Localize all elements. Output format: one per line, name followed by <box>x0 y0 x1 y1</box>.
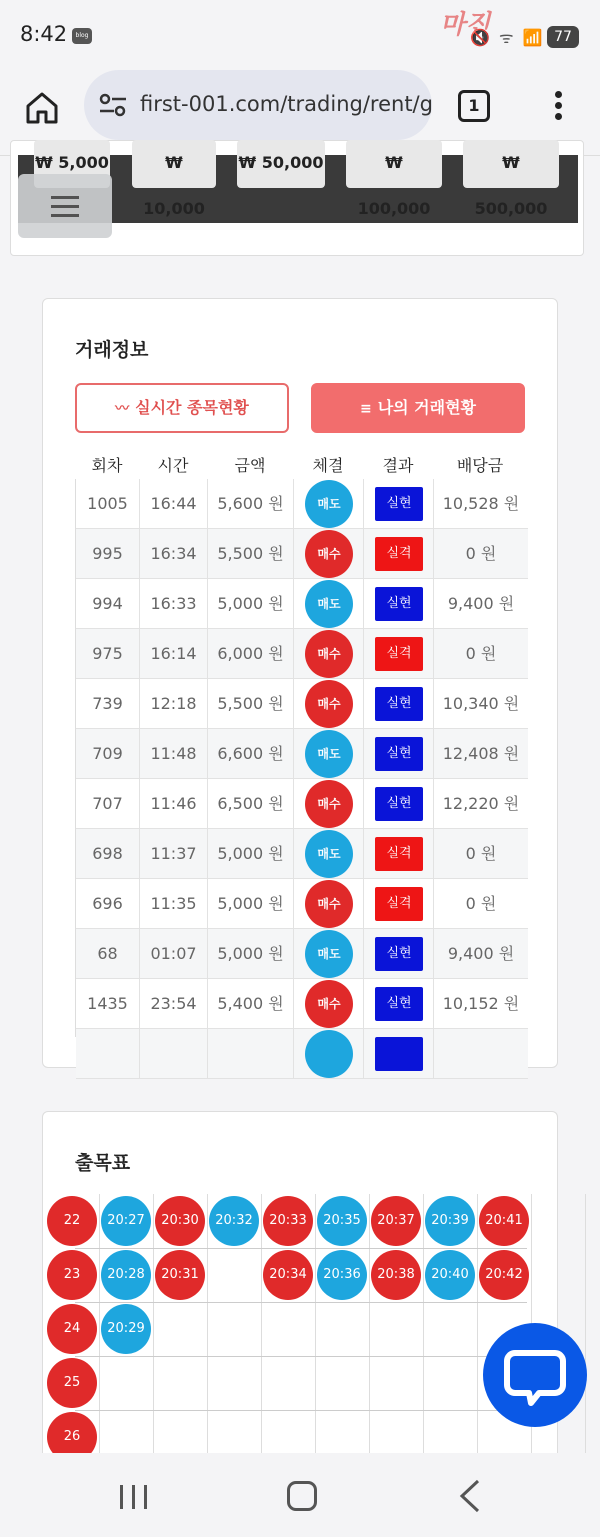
table-row <box>76 729 528 779</box>
grid-line <box>261 1194 262 1464</box>
cell-time: 16:44 <box>140 479 208 529</box>
battery-icon: 77 <box>547 26 579 48</box>
cell-payout: 10,340 원 <box>442 694 520 713</box>
grid-line <box>207 1194 208 1464</box>
more-menu-icon[interactable] <box>550 88 566 124</box>
cell-result <box>364 479 434 529</box>
tab-switcher-button[interactable]: 1 <box>458 90 490 122</box>
cell-payout: 0 원 <box>465 894 497 913</box>
sell-badge: 매도 <box>305 730 353 778</box>
header-round: 회차 <box>91 456 123 475</box>
result-win-badge: 실현 <box>375 787 423 821</box>
grid-line <box>75 1410 527 1411</box>
grid-line <box>75 1248 527 1249</box>
status-time: 8:42 <box>20 22 68 46</box>
cell-time: 12:18 <box>140 679 208 729</box>
table-row <box>76 779 528 829</box>
cell-time: 16:34 <box>140 529 208 579</box>
buy-badge: 매수 <box>305 780 353 828</box>
status-bar <box>0 0 600 70</box>
cell-amount: 6,500 원 <box>208 779 294 829</box>
cell-round: 994 <box>76 579 140 629</box>
result-ball-blue: 20:40 <box>425 1250 475 1300</box>
sell-badge <box>305 1030 353 1078</box>
tab-my-trades[interactable] <box>311 383 525 433</box>
header-result: 결과 <box>382 456 414 475</box>
table-row <box>76 629 528 679</box>
pulse-icon: 〰 <box>115 401 130 417</box>
result-lose-badge <box>375 1037 423 1071</box>
result-ball-blue: 20:29 <box>101 1304 151 1354</box>
result-ball-red: 20:33 <box>263 1196 313 1246</box>
signal-icons: 🔇 ᯤ 📶 <box>470 28 545 47</box>
site-settings-icon[interactable] <box>98 92 128 118</box>
buy-badge: 매수 <box>305 530 353 578</box>
cell-round: 1435 <box>76 979 140 1029</box>
url-text[interactable]: first-001.com/trading/rent/g <box>140 92 433 116</box>
cell-result <box>364 879 434 929</box>
cell-payout <box>434 1029 528 1079</box>
grid-line <box>315 1194 316 1464</box>
cell-side <box>294 829 364 879</box>
cell-round: 709 <box>76 729 140 779</box>
result-ball-red: 20:42 <box>479 1250 529 1300</box>
result-ball-red: 20:38 <box>371 1250 421 1300</box>
result-win-badge: 실현 <box>375 687 423 721</box>
chat-bubble-icon <box>483 1323 587 1427</box>
result-ball-red: 22 <box>47 1196 97 1246</box>
result-lose-badge: 실격 <box>375 537 423 571</box>
grid-line <box>369 1194 370 1464</box>
cell-amount: 5,000 원 <box>208 579 294 629</box>
cell-result <box>364 929 434 979</box>
cell-amount: 5,000 원 <box>208 879 294 929</box>
amount-chip[interactable]: ₩ 100,000 <box>346 140 442 188</box>
cell-result <box>364 629 434 679</box>
cell-time: 23:54 <box>140 979 208 1029</box>
table-row <box>76 929 528 979</box>
cell-result <box>364 979 434 1029</box>
cell-side <box>294 979 364 1029</box>
result-ball-blue: 20:35 <box>317 1196 367 1246</box>
cell-payout: 12,408 원 <box>442 744 520 763</box>
cell-round: 739 <box>76 679 140 729</box>
cell-amount: 5,600 원 <box>208 479 294 529</box>
trade-info-card <box>42 298 558 1068</box>
result-ball-red: 20:30 <box>155 1196 205 1246</box>
chat-button[interactable] <box>483 1323 587 1427</box>
cell-payout: 10,152 원 <box>442 994 520 1013</box>
cell-side <box>294 929 364 979</box>
cell-round: 696 <box>76 879 140 929</box>
cell-time: 16:33 <box>140 579 208 629</box>
result-ball-red: 20:37 <box>371 1196 421 1246</box>
cell-round: 975 <box>76 629 140 679</box>
result-chart-title: 출목표 <box>75 1152 131 1174</box>
cell-side <box>294 479 364 529</box>
cell-result <box>364 729 434 779</box>
result-ball-red: 20:31 <box>155 1250 205 1300</box>
buy-badge: 매수 <box>305 980 353 1028</box>
home-icon[interactable] <box>22 88 62 128</box>
sell-badge: 매도 <box>305 480 353 528</box>
result-ball-blue: 20:36 <box>317 1250 367 1300</box>
cell-amount <box>208 1029 294 1079</box>
cell-side <box>294 629 364 679</box>
cell-amount: 6,000 원 <box>208 629 294 679</box>
result-chart-card <box>42 1111 558 1471</box>
result-lose-badge: 실격 <box>375 837 423 871</box>
result-ball-blue: 20:27 <box>101 1196 151 1246</box>
buy-badge: 매수 <box>305 680 353 728</box>
grid-line <box>153 1194 154 1464</box>
result-win-badge: 실현 <box>375 737 423 771</box>
table-row <box>76 1029 528 1079</box>
cell-time: 11:37 <box>140 829 208 879</box>
result-win-badge: 실현 <box>375 587 423 621</box>
table-row <box>76 879 528 929</box>
cell-round: 1005 <box>76 479 140 529</box>
cell-time: 16:14 <box>140 629 208 679</box>
result-ball-blue: 20:32 <box>209 1196 259 1246</box>
back-icon[interactable] <box>458 1479 482 1513</box>
system-nav-bar <box>0 1453 600 1537</box>
header-amount: 금액 <box>234 456 266 475</box>
tab-mine-label: 나의 거래현황 <box>377 398 477 417</box>
header-payout: 배당금 <box>456 456 504 475</box>
result-chart-grid <box>63 1194 527 1464</box>
buy-badge: 매수 <box>305 880 353 928</box>
cell-payout: 0 원 <box>465 844 497 863</box>
table-row <box>76 979 528 1029</box>
cell-amount: 6,600 원 <box>208 729 294 779</box>
watermark-logo: 마진 <box>440 10 491 40</box>
address-bar[interactable] <box>84 70 432 140</box>
table-row <box>76 579 528 629</box>
cell-payout: 10,528 원 <box>442 494 520 513</box>
amount-chip[interactable]: ₩ 10,000 <box>132 140 216 188</box>
table-row <box>76 529 528 579</box>
cell-payout: 0 원 <box>465 544 497 563</box>
cell-time: 11:35 <box>140 879 208 929</box>
cell-time: 11:48 <box>140 729 208 779</box>
result-ball-blue: 20:28 <box>101 1250 151 1300</box>
cell-amount: 5,000 원 <box>208 929 294 979</box>
cell-round: 68 <box>76 929 140 979</box>
cell-side <box>294 679 364 729</box>
result-ball-red: 25 <box>47 1358 97 1408</box>
cell-round: 995 <box>76 529 140 579</box>
cell-round: 707 <box>76 779 140 829</box>
list-icon: ≡ <box>359 401 372 417</box>
result-ball-red: 23 <box>47 1250 97 1300</box>
amount-chip[interactable]: ₩ 5,000 <box>34 140 110 188</box>
result-lose-badge: 실격 <box>375 887 423 921</box>
blog-notification-icon: blog <box>72 28 92 44</box>
recent-apps-icon[interactable] <box>120 1485 148 1509</box>
result-win-badge: 실현 <box>375 937 423 971</box>
table-row <box>76 679 528 729</box>
cell-payout: 9,400 원 <box>447 944 515 963</box>
cell-payout: 9,400 원 <box>447 594 515 613</box>
trade-table-body[interactable] <box>75 479 527 1037</box>
cell-result <box>364 529 434 579</box>
trade-table-header <box>75 449 527 479</box>
result-lose-badge: 실격 <box>375 637 423 671</box>
cell-side <box>294 529 364 579</box>
cell-result <box>364 579 434 629</box>
grid-line <box>75 1356 527 1357</box>
cell-amount: 5,000 원 <box>208 829 294 879</box>
cell-result <box>364 779 434 829</box>
cell-amount: 5,500 원 <box>208 529 294 579</box>
cell-side <box>294 779 364 829</box>
table-row <box>76 479 528 529</box>
cell-side <box>294 579 364 629</box>
cell-time: 11:46 <box>140 779 208 829</box>
hamburger-menu-icon[interactable] <box>18 174 112 238</box>
result-ball-red: 20:34 <box>263 1250 313 1300</box>
cell-side <box>294 1029 364 1079</box>
cell-payout: 0 원 <box>465 644 497 663</box>
result-ball-red: 20:41 <box>479 1196 529 1246</box>
sell-badge: 매도 <box>305 580 353 628</box>
cell-amount: 5,500 원 <box>208 679 294 729</box>
amount-chip[interactable]: ₩ 50,000 <box>237 140 325 188</box>
cell-time: 01:07 <box>140 929 208 979</box>
grid-line <box>99 1194 100 1464</box>
result-ball-blue: 20:39 <box>425 1196 475 1246</box>
cell-payout: 12,220 원 <box>442 794 520 813</box>
table-row <box>76 829 528 879</box>
cell-result <box>364 679 434 729</box>
tab-live-label: 실시간 종목현황 <box>135 398 249 417</box>
result-win-badge: 실현 <box>375 487 423 521</box>
trade-info-title: 거래정보 <box>75 339 149 361</box>
result-win-badge: 실현 <box>375 987 423 1021</box>
buy-badge: 매수 <box>305 630 353 678</box>
home-nav-icon[interactable] <box>287 1481 317 1511</box>
cell-side <box>294 879 364 929</box>
grid-line <box>423 1194 424 1464</box>
cell-amount: 5,400 원 <box>208 979 294 1029</box>
cell-result <box>364 829 434 879</box>
result-ball-red: 26 <box>47 1412 97 1462</box>
amount-chip[interactable]: ₩ 500,000 <box>463 140 559 188</box>
header-side: 체결 <box>312 456 344 475</box>
grid-line <box>477 1194 478 1464</box>
tab-live-status[interactable] <box>75 383 289 433</box>
cell-round: 698 <box>76 829 140 879</box>
result-ball-red: 24 <box>47 1304 97 1354</box>
cell-result <box>364 1029 434 1079</box>
sell-badge: 매도 <box>305 830 353 878</box>
cell-round <box>76 1029 140 1079</box>
cell-time <box>140 1029 208 1079</box>
sell-badge: 매도 <box>305 930 353 978</box>
cell-side <box>294 729 364 779</box>
grid-line <box>75 1302 527 1303</box>
header-time: 시간 <box>157 456 189 475</box>
